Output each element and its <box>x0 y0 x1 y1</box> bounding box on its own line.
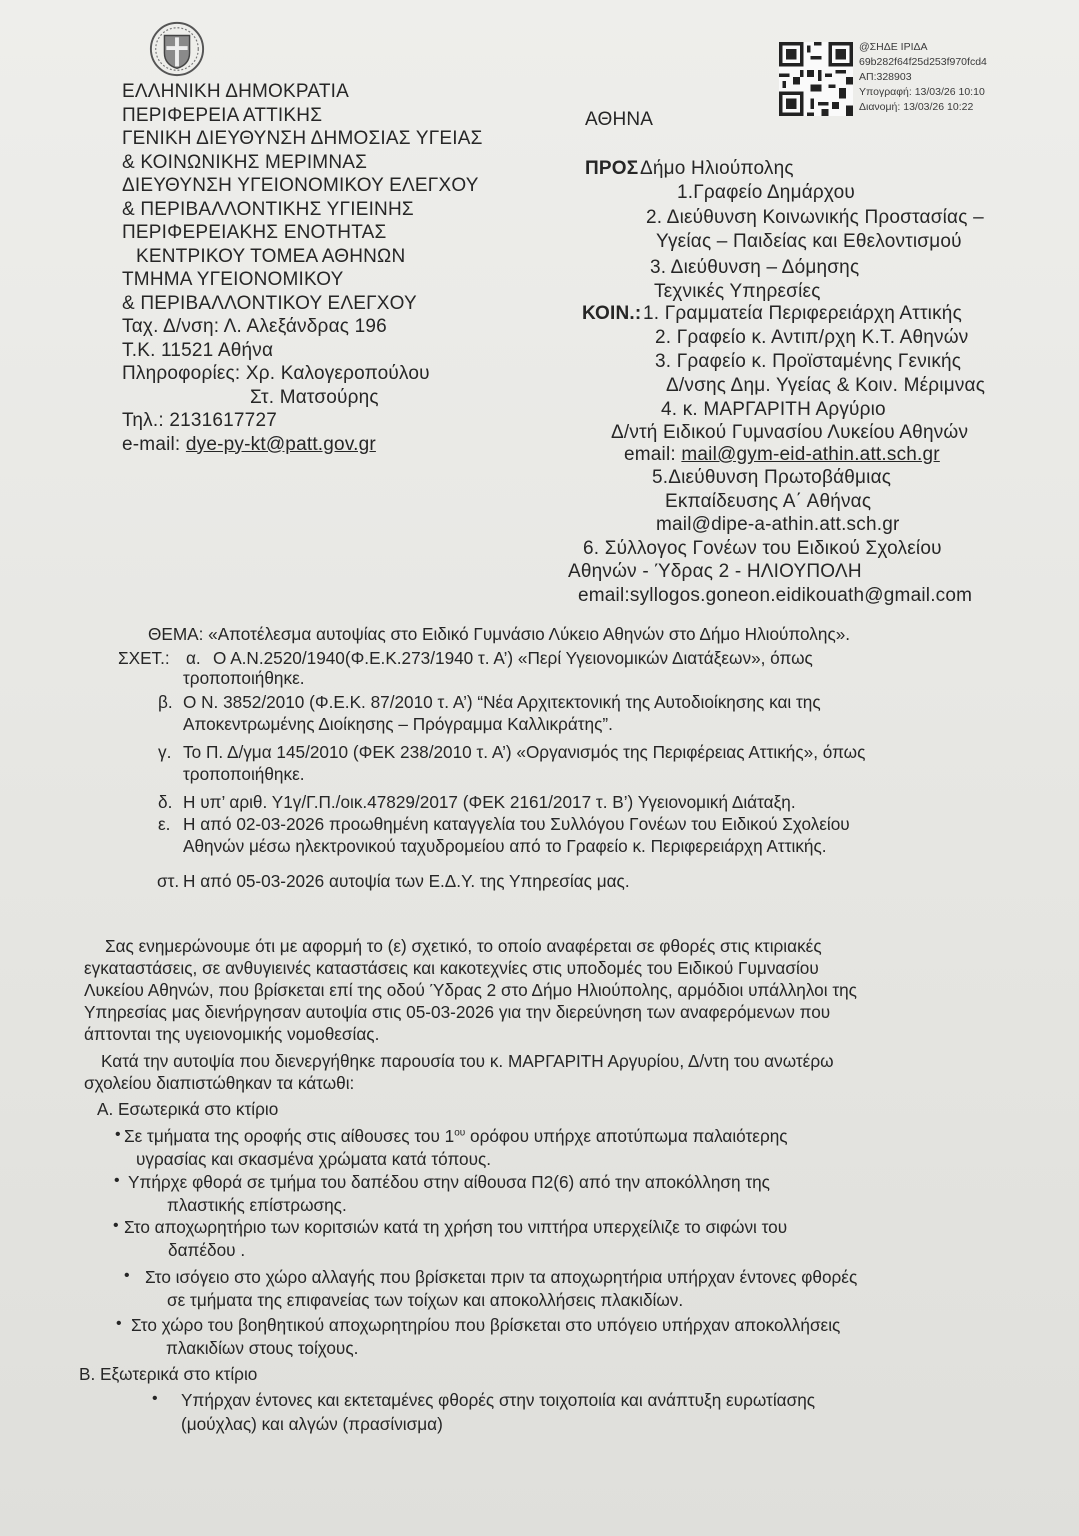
koin-item: 4. κ. ΜΑΡΓΑΡΙΤΗ Αργύριο <box>661 399 886 420</box>
body-line: Κατά την αυτοψία που διενεργήθηκε παρουσία του κ. ΜΑΡΓΑΡΙΤΗ Αργυρίου, Δ/ντη του ανωτέρω <box>101 1051 834 1071</box>
reference-text: Ο Α.Ν.2520/1940(Φ.Ε.Κ.273/1940 τ. Α’) «Περί Υγειονομικών Διατάξεων», όπως <box>213 648 813 668</box>
koin-item: 1. Γραμματεία Περιφερειάρχη Αττικής <box>643 303 962 324</box>
reference-text: Αθηνών μέσω ηλεκτρονικού ταχυδρομείου από το Γραφείο κ. Περιφερειάρχη Αττικής. <box>183 836 827 856</box>
stamp-signature: Υπογραφή: 13/03/26 10:10 <box>859 86 985 98</box>
finding-item: σε τμήματα της επιφανείας των τοίχων και αποκολλήσεις πλακιδίων. <box>167 1290 684 1310</box>
reference-key: β. <box>158 692 173 712</box>
city: ΑΘΗΝΑ <box>585 109 654 130</box>
finding-item: υγρασίας και σκασμένα χρώματα κατά τόπους. <box>136 1149 492 1169</box>
koin-label: ΚΟΙΝ.: <box>582 303 642 324</box>
koin-item: 6. Σύλλογος Γονέων του Ειδικού Σχολείου <box>583 538 942 559</box>
section-b-heading: Β. Εξωτερικά στο κτίριο <box>79 1364 258 1384</box>
body-line: σχολείου διαπιστώθηκαν τα κάτωθι: <box>84 1073 355 1093</box>
sender-line: & ΠΕΡΙΒΑΛΛΟΝΤΙΚΗΣ ΥΓΙΕΙΝΗΣ <box>122 198 414 220</box>
reference-text: τροποποιήθηκε. <box>183 668 305 688</box>
references-label: ΣΧΕΤ.: <box>118 648 170 668</box>
pros-municipality: Δήμο Ηλιούπολης <box>640 158 794 179</box>
bullet-dot: • <box>114 1172 120 1189</box>
pros-label: ΠΡΟΣ <box>585 158 639 179</box>
reference-text: Ο Ν. 3852/2010 (Φ.Ε.Κ. 87/2010 τ. Α’) “Νέα Αρχιτεκτονική της Αυτοδιοίκησης και της <box>183 692 821 712</box>
sender-email-link[interactable]: dye-py-kt@patt.gov.gr <box>185 433 376 455</box>
sender-line: ΔΙΕΥΘΥΝΣΗ ΥΓΕΙΟΝΟΜΙΚΟΥ ΕΛΕΓΧΟΥ <box>122 175 479 196</box>
bullet-dot: • <box>124 1267 130 1284</box>
finding-item: Υπήρχε φθορά σε τμήμα του δαπέδου στην αίθουσα Π2(6) από την αποκόλληση της <box>128 1172 770 1192</box>
reference-text: Το Π. Δ/γμα 145/2010 (ΦΕΚ 238/2010 τ. Α’) «Οργανισμός της Περιφέρειας Αττικής», όπως <box>183 742 866 762</box>
sender-line: ΕΛΛΗΝΙΚΗ ΔΗΜΟΚΡΑΤΙΑ <box>122 81 349 102</box>
qr-code-icon <box>779 42 853 116</box>
greek-emblem-icon <box>148 20 206 78</box>
finding-item: πλαστικής επίστρωσης. <box>167 1195 347 1215</box>
sender-address: Ταχ. Δ/νση: Λ. Αλεξάνδρας 196 <box>122 316 387 337</box>
reference-key: α. <box>186 648 201 668</box>
finding-item: Σε τμήματα της οροφής στις αίθουσες του $1^{o\upsilon}$ ορόφου υπήρχε αποτύπωμα παλαιότερης <box>124 1126 788 1146</box>
body-line: Λυκείου Αθηνών, που βρίσκεται επί της οδού Ύδρας 2 στο Δήμο Ηλιούπολης, αρμόδιοι υπάλληλοι της <box>84 980 857 1000</box>
sender-line: ΚΕΝΤΡΙΚΟΥ ΤΟΜΕΑ ΑΘΗΝΩΝ <box>136 245 406 267</box>
sender-postcode: Τ.Κ. 11521 Αθήνα <box>122 339 274 361</box>
finding-item: (μούχλας) και αλγών (πρασίνισμα) <box>181 1414 443 1434</box>
koin-item: Δ/νσης Δημ. Υγείας & Κοιν. Μέριμνας <box>666 375 986 396</box>
sender-email: e-mail: dye-py-kt@patt.gov.gr <box>122 433 376 455</box>
sender-line: ΓΕΝΙΚΗ ΔΙΕΥΘΥΝΣΗ ΔΗΜΟΣΙΑΣ ΥΓΕΙΑΣ <box>122 128 483 149</box>
bullet-dot: • <box>152 1390 158 1407</box>
section-a-heading: Α. Εσωτερικά στο κτίριο <box>97 1099 279 1119</box>
koin-item: 2. Γραφείο κ. Αντιπ/ρχη Κ.Τ. Αθηνών <box>655 327 969 348</box>
koin-email: mail@dipe-a-athin.att.sch.gr <box>656 514 900 535</box>
reference-text: Αποκεντρωμένης Διοίκησης – Πρόγραμμα Καλλικράτης”. <box>183 714 613 734</box>
sender-info: Πληροφορίες: Χρ. Καλογεροπούλου <box>122 363 430 384</box>
finding-item: Στο ισόγειο στο χώρο αλλαγής που βρίσκεται πριν τα αποχωρητήρια υπήρχαν έντονες φθορές <box>145 1267 858 1287</box>
reference-key: γ. <box>158 742 172 762</box>
sender-line: ΤΜΗΜΑ ΥΓΕΙΟΝΟΜΙΚΟΥ <box>122 269 344 290</box>
bullet-dot: • <box>116 1315 122 1332</box>
sender-line: & ΚΟΙΝΩΝΙΚΗΣ ΜΕΡΙΜΝΑΣ <box>122 151 368 173</box>
stamp-hash: 69b282f64f25d253f970fcd4 <box>859 56 987 68</box>
school-email-link[interactable]: mail@gym-eid-athin.att.sch.gr <box>681 444 940 465</box>
finding-item: πλακιδίων στους τοίχους. <box>166 1338 359 1358</box>
stamp-distribution: Διανομή: 13/03/26 10:22 <box>859 101 974 113</box>
stamp-system: @ΣΗΔΕ ΙΡΙΔΑ <box>859 41 928 53</box>
koin-email: email:syllogos.goneon.eidikouath@gmail.com <box>578 585 973 606</box>
koin-item: Εκπαίδευσης Α΄ Αθήνας <box>665 491 872 512</box>
sender-line: ΠΕΡΙΦΕΡΕΙΑ ΑΤΤΙΚΗΣ <box>122 104 323 126</box>
finding-item: Στο χώρο του βοηθητικού αποχωρητηρίου που βρίσκεται στο υπόγειο υπήρχαν αποκολλήσεις <box>131 1315 841 1335</box>
reference-text: Η από 02-03-2026 προωθημένη καταγγελία του Συλλόγου Γονέων του Ειδικού Σχολείου <box>183 814 850 834</box>
body-line: Υπηρεσίας μας διενήργησαν αυτοψία στις 05-03-2026 για την διερεύνηση των αναφερόμενων που <box>84 1002 831 1022</box>
subject-line: ΘΕΜΑ: «Αποτέλεσμα αυτοψίας στο Ειδικό Γυμνάσιο Λύκειο Αθηνών στο Δήμο Ηλιούπολης». <box>148 624 851 644</box>
sender-block <box>122 80 483 456</box>
reference-text: Η από 05-03-2026 αυτοψία των Ε.Δ.Υ. της Υπηρεσίας μας. <box>183 871 630 891</box>
bullet-dot: • <box>115 1126 121 1143</box>
koin-item: Αθηνών - Ύδρας 2 - ΗΛΙΟΥΠΟΛΗ <box>568 561 862 582</box>
registry-stamp <box>859 40 987 115</box>
koin-item: 3. Γραφείο κ. Προϊσταμένης Γενικής <box>655 351 962 372</box>
finding-item: Στο αποχωρητήριο των κοριτσιών κατά τη χρήση του νιπτήρα υπερχείλιζε το σιφώνι του <box>124 1217 788 1237</box>
finding-item: Υπήρχαν έντονες και εκτεταμένες φθορές στην τοιχοποιία και ανάπτυξη ευρωτίασης <box>181 1390 816 1410</box>
koin-item: 5.Διεύθυνση Πρωτοβάθμιας <box>652 467 892 488</box>
reference-text: Η υπ’ αριθ. Υ1γ/Γ.Π./οικ.47829/2017 (ΦΕΚ 2161/2017 τ. Β’) Υγειονομική Διάταξη. <box>183 792 796 812</box>
pros-item: Υγείας – Παιδείας και Εθελοντισμού <box>656 231 962 252</box>
body-line: άπτονται της υγειονομικής νομοθεσίας. <box>84 1024 380 1044</box>
pros-item: 1.Γραφείο Δημάρχου <box>677 182 855 203</box>
body-line: Σας ενημερώνουμε ότι με αφορμή το (ε) σχετικό, το οποίο αναφέρεται σε φθορές στις κτιριακές <box>105 936 822 956</box>
sender-phone: Τηλ.: 2131617727 <box>122 410 277 431</box>
body-line: εγκαταστάσεις, σε ανθυγιεινές καταστάσεις και κακοτεχνίες στις υποδομές του Ειδικού Γυμνασίου <box>84 958 819 978</box>
pros-item: Τεχνικές Υπηρεσίες <box>654 281 821 302</box>
sender-line: ΠΕΡΙΦΕΡΕΙΑΚΗΣ ΕΝΟΤΗΤΑΣ <box>122 222 387 243</box>
pros-item: 2. Διεύθυνση Κοινωνικής Προστασίας – <box>646 207 984 228</box>
reference-text: τροποποιήθηκε. <box>183 764 305 784</box>
finding-item: δαπέδου . <box>168 1240 246 1260</box>
sender-info: Στ. Ματσούρης <box>250 386 379 408</box>
koin-email: email: mail@gym-eid-athin.att.sch.gr <box>624 444 940 465</box>
stamp-protocol: ΑΠ:328903 <box>859 71 912 83</box>
sender-line: & ΠΕΡΙΒΑΛΛΟΝΤΙΚΟΥ ΕΛΕΓΧΟΥ <box>122 292 417 314</box>
reference-key: δ. <box>158 792 173 812</box>
bullet-dot: • <box>113 1217 119 1234</box>
reference-key: ε. <box>158 814 171 834</box>
reference-key: στ. <box>157 871 180 891</box>
koin-item: Δ/ντή Ειδικού Γυμνασίου Λυκείου Αθηνών <box>611 422 969 443</box>
pros-item: 3. Διεύθυνση – Δόμησης <box>650 257 860 278</box>
